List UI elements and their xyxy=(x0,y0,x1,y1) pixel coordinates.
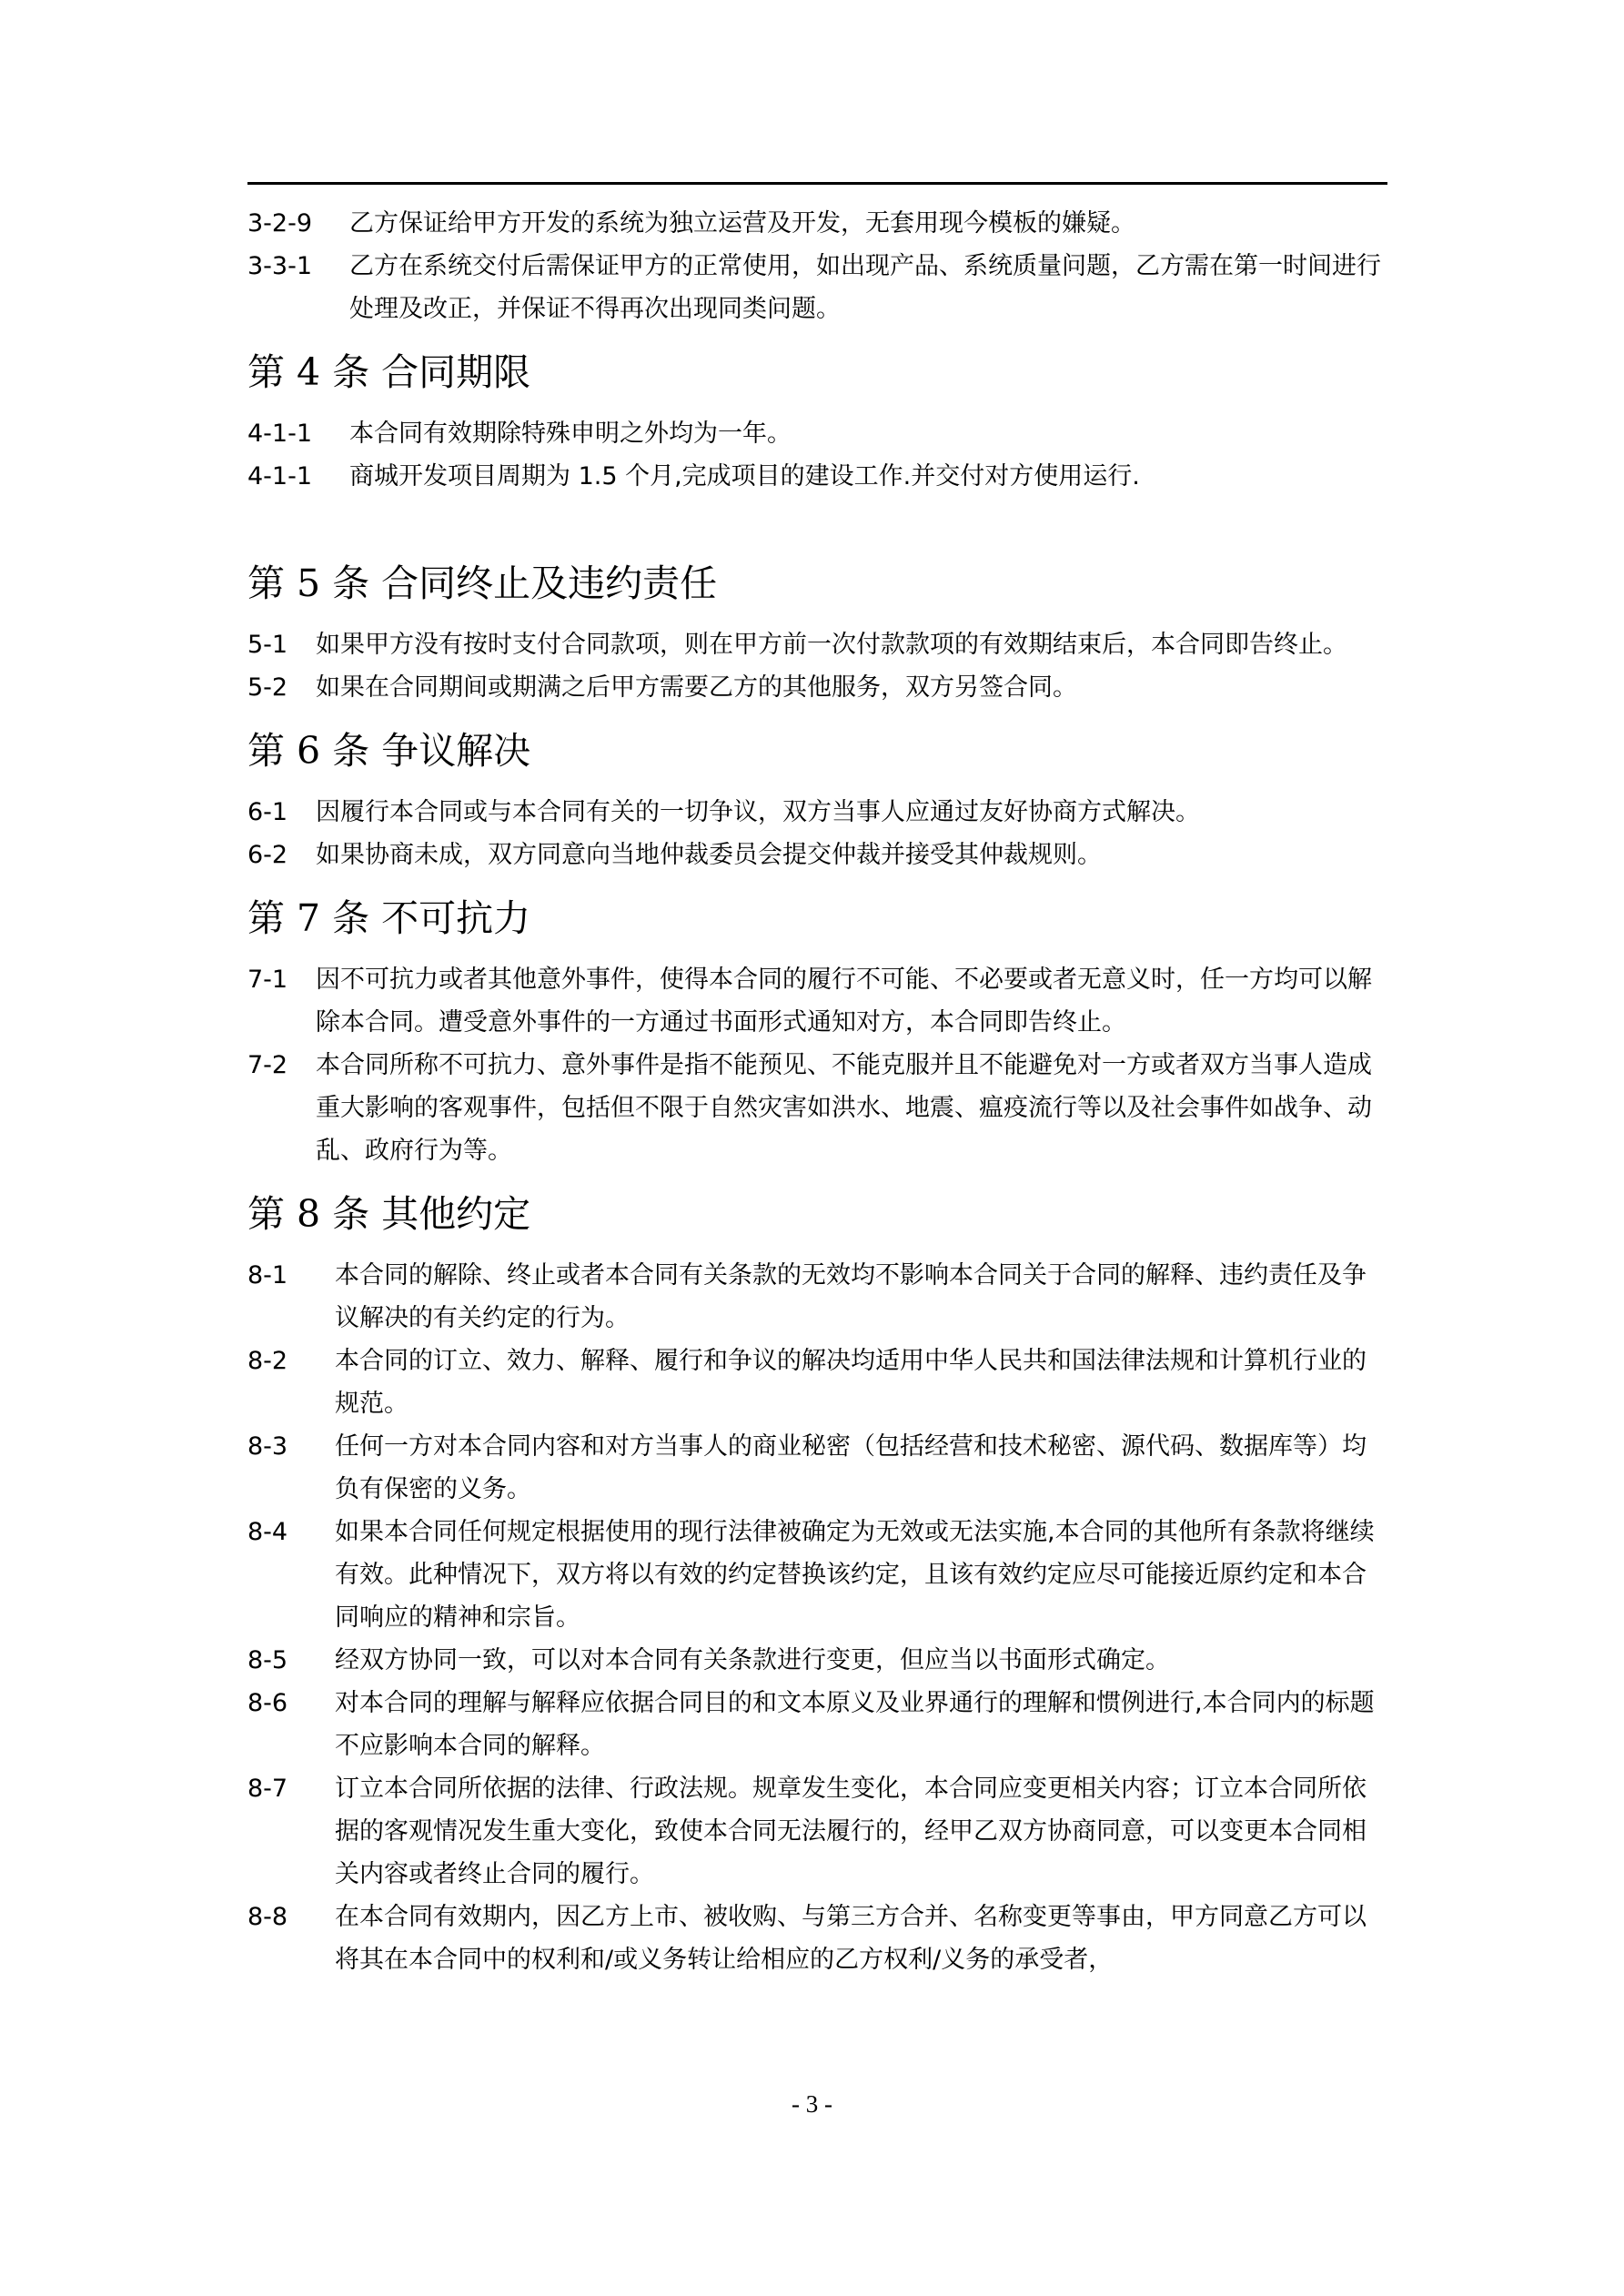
clause-number: 8-7 xyxy=(247,1775,288,1803)
clause-text: 经双方协同一致，可以对本合同有关条款进行变更，但应当以书面形式确定。 xyxy=(335,1646,1170,1674)
clause-text: 如果协商未成，双方同意向当地仲裁委员会提交仲裁并接受其仲裁规则。 xyxy=(316,841,1102,869)
clause-number: 6-2 xyxy=(247,841,288,869)
clause-5-1 xyxy=(247,623,1387,666)
clause-number: 8-3 xyxy=(247,1432,288,1461)
clause-text: 如果本合同任何规定根据使用的现行法律被确定为无效或无法实施,本合同的其他所有条款将继续有效。此种情况下，双方将以有效的约定替换该约定，且该有效约定应尽可能接近原约定和本合同响应的精神和宗旨。 xyxy=(335,1518,1375,1632)
clause-number: 8-8 xyxy=(247,1903,288,1931)
clause-8-8 xyxy=(247,1896,1387,1981)
clause-8-3 xyxy=(247,1425,1387,1511)
clause-text: 任何一方对本合同内容和对方当事人的商业秘密（包括经营和技术秘密、源代码、数据库等）均负有保密的义务。 xyxy=(335,1432,1367,1503)
article-4-heading: 第 4 条 合同期限 xyxy=(247,350,531,394)
clause-4-1-1-b xyxy=(247,455,1387,498)
clause-text: 乙方在系统交付后需保证甲方的正常使用，如出现产品、系统质量问题，乙方需在第一时间进行处理及改正，并保证不得再次出现同类问题。 xyxy=(349,252,1381,323)
clause-7-2 xyxy=(247,1044,1387,1172)
article-5-heading: 第 5 条 合同终止及违约责任 xyxy=(247,561,718,605)
clause-6-2 xyxy=(247,834,1387,876)
clause-8-2 xyxy=(247,1340,1387,1425)
page-number: - 3 - xyxy=(792,2090,832,2118)
clause-number: 8-1 xyxy=(247,1261,288,1290)
clause-number: 3-2-9 xyxy=(247,209,313,238)
clause-text: 如果在合同期间或期满之后甲方需要乙方的其他服务，双方另签合同。 xyxy=(316,673,1077,702)
clause-number: 7-1 xyxy=(247,966,288,994)
clause-3-2-9 xyxy=(247,202,1387,245)
clause-number: 5-2 xyxy=(247,673,288,702)
header-rule xyxy=(247,182,1387,185)
clause-8-5 xyxy=(247,1639,1387,1682)
clause-number: 8-2 xyxy=(247,1347,288,1375)
clause-text: 本合同有效期除特殊申明之外均为一年。 xyxy=(349,420,792,448)
clause-number: 3-3-1 xyxy=(247,252,313,280)
clause-8-6 xyxy=(247,1682,1387,1767)
clause-number: 8-4 xyxy=(247,1518,288,1546)
clause-7-1 xyxy=(247,958,1387,1044)
clause-number: 4-1-1 xyxy=(247,420,313,448)
clause-6-1 xyxy=(247,791,1387,834)
clause-number: 4-1-1 xyxy=(247,462,313,491)
clause-3-3-1 xyxy=(247,245,1387,330)
clause-number: 8-6 xyxy=(247,1689,288,1717)
clause-number: 6-1 xyxy=(247,798,288,826)
clause-8-1 xyxy=(247,1254,1387,1340)
article-7-heading: 第 7 条 不可抗力 xyxy=(247,896,531,940)
clause-text: 因履行本合同或与本合同有关的一切争议，双方当事人应通过友好协商方式解决。 xyxy=(316,798,1200,826)
article-6-heading: 第 6 条 争议解决 xyxy=(247,729,531,773)
clause-text: 本合同的解除、终止或者本合同有关条款的无效均不影响本合同关于合同的解释、违约责任及争议解决的有关约定的行为。 xyxy=(335,1261,1367,1332)
clause-text: 如果甲方没有按时支付合同款项，则在甲方前一次付款款项的有效期结束后，本合同即告终止。 xyxy=(316,631,1347,659)
clause-text: 对本合同的理解与解释应依据合同目的和文本原义及业界通行的理解和惯例进行,本合同内的标题不应影响本合同的解释。 xyxy=(335,1689,1375,1760)
clause-text: 乙方保证给甲方开发的系统为独立运营及开发，无套用现今模板的嫌疑。 xyxy=(349,209,1135,238)
clause-5-2 xyxy=(247,666,1387,709)
clause-text: 本合同所称不可抗力、意外事件是指不能预见、不能克服并且不能避免对一方或者双方当事人造成重大影响的客观事件，包括但不限于自然灾害如洪水、地震、瘟疫流行等以及社会事件如战争、动乱、政府行为等。 xyxy=(316,1051,1372,1165)
clause-8-4 xyxy=(247,1511,1387,1639)
clause-8-7 xyxy=(247,1767,1387,1896)
clause-number: 7-2 xyxy=(247,1051,288,1079)
clause-text: 本合同的订立、效力、解释、履行和争议的解决均适用中华人民共和国法律法规和计算机行业的规范。 xyxy=(335,1347,1367,1418)
clause-text: 订立本合同所依据的法律、行政法规。规章发生变化，本合同应变更相关内容；订立本合同所依据的客观情况发生重大变化，致使本合同无法履行的，经甲乙双方协商同意，可以变更本合同相关内容或者终止合同的履行。 xyxy=(335,1775,1367,1888)
clause-text: 在本合同有效期内，因乙方上市、被收购、与第三方合并、名称变更等事由，甲方同意乙方可以将其在本合同中的权利和/或义务转让给相应的乙方权利/义务的承受者， xyxy=(335,1903,1367,1974)
clause-text: 商城开发项目周期为 1.5 个月,完成项目的建设工作.并交付对方使用运行. xyxy=(349,462,1140,491)
section-spacer xyxy=(247,498,1387,541)
clause-number: 5-1 xyxy=(247,631,288,659)
clause-4-1-1 xyxy=(247,412,1387,455)
article-8-heading: 第 8 条 其他约定 xyxy=(247,1192,531,1236)
document-body xyxy=(247,202,1387,1981)
clause-number: 8-5 xyxy=(247,1646,288,1674)
clause-text: 因不可抗力或者其他意外事件，使得本合同的履行不可能、不必要或者无意义时，任一方均可以解除本合同。遭受意外事件的一方通过书面形式通知对方，本合同即告终止。 xyxy=(316,966,1372,1037)
